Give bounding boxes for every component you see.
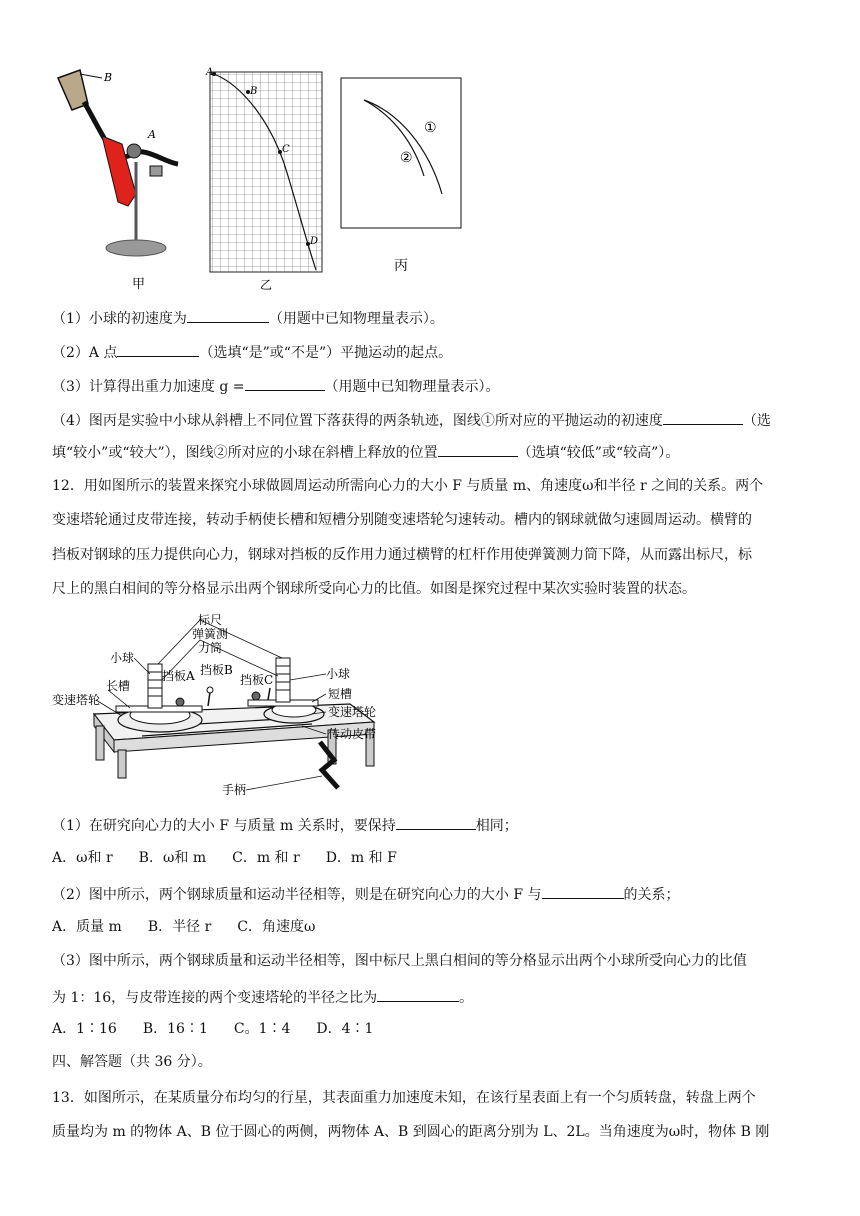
apparatus-label-ball-left: 小球: [110, 651, 135, 665]
figure-jia: [44, 66, 194, 296]
q11-sub1: （1）小球的初速度为 （用题中已知物理量表示）。: [52, 307, 824, 329]
option-c[interactable]: C．m 和 r: [232, 850, 300, 866]
yi-caption: 乙: [260, 278, 273, 292]
q11-sub4-line1: （4）图丙是实验中小球从斜槽上不同位置下落获得的两条轨迹，图线①所对应的平抛运动的初速度 （选: [52, 409, 824, 431]
q13-line1: 13．如图所示，在某质量分布均匀的行星，其表面重力加速度未知，在该行星表面上有一个匀质转盘，转盘上两个: [52, 1090, 756, 1106]
apparatus-label-wheel-left: 变速塔轮: [52, 693, 101, 707]
q12-stem-2: 变速塔轮通过皮带连接，转动手柄使长槽和短槽分别随变速塔轮匀速转动。槽内的钢球就做匀速圆周运动。横臂的: [52, 512, 752, 528]
option-a[interactable]: A．ω和 r: [52, 850, 113, 866]
q11-sub1-blank[interactable]: [187, 307, 269, 323]
option-b[interactable]: B．半径 r: [147, 919, 212, 935]
apparatus-label-spring-1: 弹簧测: [192, 627, 229, 641]
bing-curve-1: ①: [424, 120, 437, 136]
bing-caption: 丙: [394, 258, 408, 274]
option-d[interactable]: D．4∶1: [316, 1021, 374, 1037]
apparatus-label-baffle-a: 挡板A: [162, 669, 195, 683]
apparatus-label-baffle-b: 挡板B: [200, 663, 233, 677]
q12-stem-1: 12．用如图所示的装置来探究小球做圆周运动所需向心力的大小 F 与质量 m、角速度ω和半径 r 之间的关系。两个: [52, 478, 764, 494]
option-c[interactable]: C．角速度ω: [237, 919, 316, 935]
apparatus-label-ruler: 标尺: [198, 613, 223, 627]
yi-label-c: C: [282, 144, 290, 155]
section-heading: 四、解答题（共 36 分）。: [52, 1054, 212, 1070]
bing-curve-2: ②: [400, 150, 413, 166]
jia-label-a: A: [148, 128, 156, 141]
q11-sub3-blank[interactable]: [245, 375, 325, 391]
apparatus-label-long-groove: 长槽: [106, 679, 131, 693]
q11-sub2-blank[interactable]: [117, 341, 199, 357]
figure-apparatus: [50, 610, 400, 806]
q12-sub3-line2: 为 1：16，与皮带连接的两个变速塔轮的半径之比为 。: [52, 986, 824, 1008]
yi-label-a: A: [206, 67, 214, 78]
q12-sub3-line1: （3）图中所示，两个钢球质量和运动半径相等，图中标尺上黑白相间的等分格显示出两个小球所受向心力的比值: [52, 953, 747, 969]
option-d[interactable]: D．m 和 F: [325, 850, 397, 866]
option-c[interactable]: C。1∶4: [233, 1021, 291, 1037]
apparatus-label-belt: 传动皮带: [328, 727, 377, 741]
apparatus-label-spring-2: 力筒: [198, 641, 223, 655]
yi-label-d: D: [310, 236, 319, 247]
apparatus-label-ball-right: 小球: [326, 667, 351, 681]
figure-bing: [338, 76, 466, 282]
figure-yi: [204, 66, 334, 296]
option-a[interactable]: A．质量 m: [52, 919, 122, 935]
apparatus-label-crank: 手柄: [222, 783, 247, 797]
apparatus-label-wheel-right: 变速塔轮: [328, 705, 377, 719]
q12-sub1-blank[interactable]: [396, 814, 476, 830]
q12-stem-4: 尺上的黑白相间的等分格显示出两个钢球所受向心力的比值。如图是探究过程中某次实验时装置的状态。: [52, 581, 696, 597]
q12-stem-3: 挡板对钢球的压力提供向心力，钢球对挡板的反作用力通过横臂的杠杆作用使弹簧测力筒下降，从而露出标尺，标: [52, 547, 752, 563]
q12-sub2-options: [52, 917, 341, 937]
apparatus-label-short-groove: 短槽: [328, 687, 353, 701]
q11-sub2: （2）A 点 （选填“是”或“不是”）平抛运动的起点。: [52, 341, 824, 363]
q12-sub2: （2）图中所示，两个钢球质量和运动半径相等，则是在研究向心力的大小 F 与 的关系；: [52, 883, 824, 905]
q11-sub4-blank2[interactable]: [438, 441, 518, 457]
q11-sub4-line2: 填“较小”或“较大”），图线②所对应的小球在斜槽上释放的位置 （选填“较低”或“较高”）。: [52, 441, 824, 463]
q13-line2: 质量均为 m 的物体 A、B 位于圆心的两侧，两物体 A、B 到圆心的距离分别为 L、2L。当角速度为ω时，物体 B 刚: [52, 1124, 770, 1140]
q12-sub3-blank[interactable]: [377, 986, 459, 1002]
q11-sub3: （3）计算得出重力加速度 g = （用题中已知物理量表示）。: [52, 375, 824, 397]
option-b[interactable]: B．16∶1: [142, 1021, 208, 1037]
q12-sub1-options: [52, 848, 423, 868]
q11-sub4-blank1[interactable]: [663, 409, 743, 425]
apparatus-label-baffle-c: 挡板C: [240, 673, 274, 687]
q12-sub1: （1）在研究向心力的大小 F 与质量 m 关系时，要保持 相同；: [52, 814, 824, 836]
jia-caption: 甲: [132, 277, 146, 292]
q12-sub3-options: [52, 1019, 399, 1039]
yi-label-b: B: [250, 86, 258, 97]
jia-label-b: B: [104, 71, 113, 84]
option-a[interactable]: A．1∶16: [52, 1021, 117, 1037]
q12-sub2-blank[interactable]: [542, 883, 624, 899]
option-b[interactable]: B．ω和 m: [138, 850, 207, 866]
